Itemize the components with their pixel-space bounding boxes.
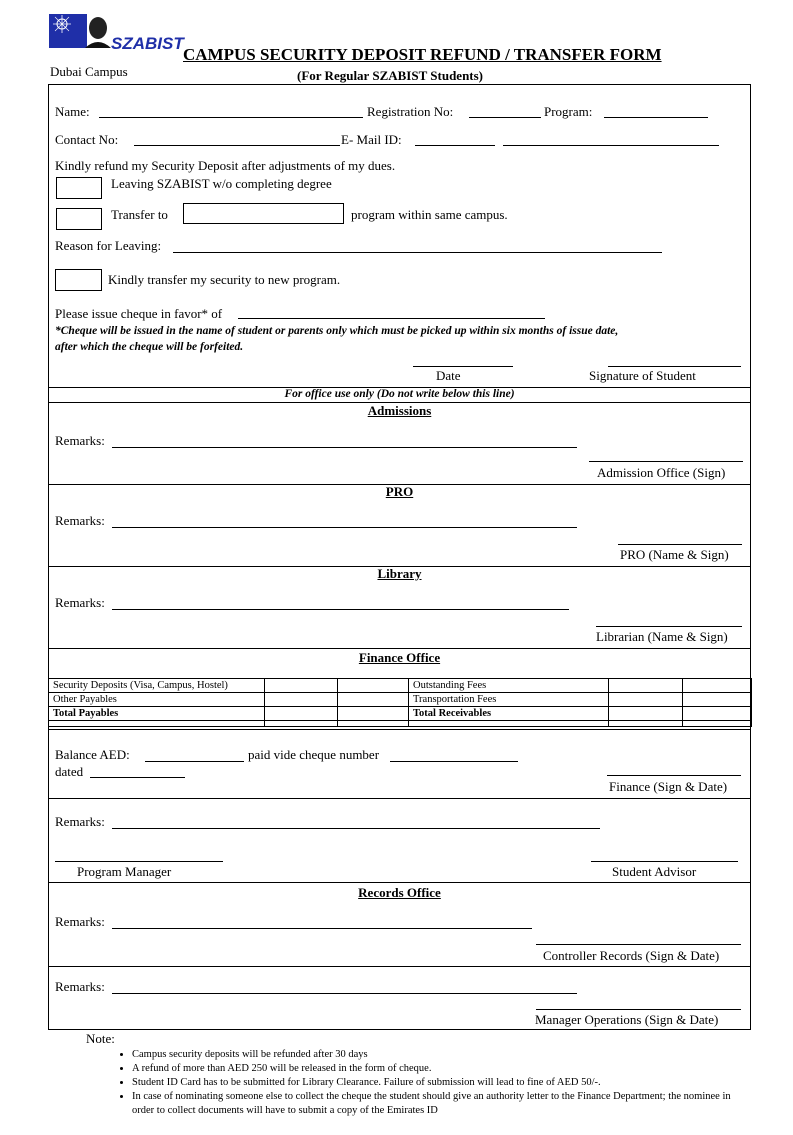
leaving-checkbox[interactable] [56,177,102,199]
records-title [48,885,751,901]
finance-cell[interactable] [265,707,338,721]
table-row [49,679,752,693]
date-label: Date [436,368,461,383]
divider-finance [48,648,751,649]
finance-row3-right: Total Receivables [409,707,609,721]
cheque-number-field[interactable] [390,761,518,762]
advising-remarks-field[interactable] [112,828,600,829]
finance-title-text: Finance Office [358,650,441,665]
admissions-remarks-field[interactable] [112,447,577,448]
finance-sign-field[interactable] [607,775,741,776]
finance-cell[interactable] [265,679,338,693]
pro-title [48,484,751,500]
registration-field[interactable] [469,117,541,118]
email-label: E- Mail ID: [341,132,402,147]
finance-cell [609,721,683,727]
finance-row2-left: Other Payables [49,693,265,707]
admissions-remarks-label: Remarks: [55,433,105,448]
table-row [49,707,752,721]
reason-label: Reason for Leaving: [55,238,162,253]
finance-cell[interactable] [338,693,409,707]
balance-field[interactable] [145,761,244,762]
list-item: • Campus security deposits will be refunded after 30 days [132,1048,732,1062]
cheque-label: Please issue cheque in favor* of [55,306,223,321]
controller-sign-field[interactable] [536,944,741,945]
transfer-security-checkbox[interactable] [55,269,102,291]
divider-balance [48,729,751,730]
library-sign-label: Librarian (Name & Sign) [596,629,728,644]
paid-label: paid vide cheque number [248,747,380,762]
campus-label: Dubai Campus [50,64,128,79]
finance-cell[interactable] [338,707,409,721]
finance-row2-right: Transportation Fees [409,693,609,707]
finance-cell[interactable] [265,693,338,707]
advising-remarks-label: Remarks: [55,814,105,829]
finance-cell[interactable] [609,707,683,721]
program-manager-sign-field[interactable] [55,861,223,862]
transfer-program-field[interactable] [183,203,344,224]
balance-label: Balance AED: [55,747,130,762]
transfer-checkbox[interactable] [56,208,102,230]
refund-intro: Kindly refund my Security Deposit after adjustments of my dues. [55,158,396,173]
registration-label: Registration No: [367,104,454,119]
student-signature-field[interactable] [608,366,741,367]
transfer-suffix: program within same campus. [351,207,508,222]
name-label: Name: [55,104,90,119]
library-title-text: Library [377,566,422,581]
admissions-sign-field[interactable] [589,461,743,462]
table-row [49,693,752,707]
finance-sign-label: Finance (Sign & Date) [609,779,728,794]
dated-label: dated [55,764,84,779]
library-remarks-label: Remarks: [55,595,105,610]
finance-cell[interactable] [683,707,752,721]
finance-title [48,650,751,666]
pro-remarks-label: Remarks: [55,513,105,528]
notes-label: Note: [86,1031,115,1046]
controller-sign-label: Controller Records (Sign & Date) [543,948,720,963]
manager-operations-sign-field[interactable] [536,1009,741,1010]
student-advisor-label: Student Advisor [612,864,697,879]
operations-remarks-label: Remarks: [55,979,105,994]
list-item: • Student ID Card has to be submitted for Library Clearance. Failure of submission will lead to fine of AED 50/-. [132,1076,732,1090]
name-field[interactable] [99,117,363,118]
transfer-security-label: Kindly transfer my security to new program. [108,272,341,287]
manager-operations-label: Manager Operations (Sign & Date) [535,1012,719,1027]
contact-label: Contact No: [55,132,119,147]
library-title [48,566,751,582]
cheque-note-line1: *Cheque will be issued in the name of student or parents only which must be picked up within six months of issue date, [55,325,619,337]
email-domain-field[interactable] [503,145,719,146]
contact-field[interactable] [134,145,340,146]
divider-advising [48,798,751,799]
admissions-title-text: Admissions [367,403,432,418]
szabist-logo [49,12,184,53]
divider-operations [48,966,751,967]
cheque-note-line2: after which the cheque will be forfeited. [55,341,244,353]
notes-list [108,1048,732,1118]
records-remarks-field[interactable] [112,928,532,929]
finance-row3-left: Total Payables [49,707,265,721]
form-title: CAMPUS SECURITY DEPOSIT REFUND / TRANSFER FORM [183,45,662,64]
divider-records [48,882,751,883]
student-advisor-sign-field[interactable] [591,861,738,862]
transfer-to-label: Transfer to [111,207,168,222]
email-field[interactable] [415,145,495,146]
reason-field[interactable] [173,252,662,253]
office-use-notice: For office use only (Do not write below this line) [284,388,515,400]
program-manager-label: Program Manager [77,864,172,879]
list-item: • In case of nominating someone else to collect the cheque the student should give an authority letter to the Finance Department; the nominee in order to collect documents will have to submit a copy of the Emirates ID [132,1090,732,1118]
finance-cell [49,721,265,727]
student-signature-label: Signature of Student [589,368,696,383]
library-sign-field[interactable] [596,626,742,627]
finance-table [48,678,752,727]
form-subtitle: (For Regular SZABIST Students) [297,68,484,83]
pro-remarks-field[interactable] [112,527,577,528]
finance-cell[interactable] [609,693,683,707]
operations-remarks-field[interactable] [112,993,577,994]
logo-text: SZABIST [111,34,184,53]
library-remarks-field[interactable] [112,609,569,610]
finance-cell[interactable] [683,679,752,693]
finance-cell [683,721,752,727]
finance-row1-left: Security Deposits (Visa, Campus, Hostel) [49,679,265,693]
program-label: Program: [544,104,593,119]
admissions-sign-label: Admission Office (Sign) [597,465,726,480]
finance-row1-right: Outstanding Fees [409,679,609,693]
finance-cell[interactable] [338,679,409,693]
dated-field[interactable] [90,777,185,778]
pro-sign-field[interactable] [618,544,742,545]
finance-cell [265,721,338,727]
finance-cell [409,721,609,727]
finance-cell[interactable] [609,679,683,693]
finance-cell[interactable] [683,693,752,707]
records-title-text: Records Office [358,885,441,900]
program-field[interactable] [604,117,708,118]
records-remarks-label: Remarks: [55,914,105,929]
finance-cell [338,721,409,727]
pro-title-text: PRO [385,484,414,499]
list-item: • A refund of more than AED 250 will be released in the form of cheque. [132,1062,732,1076]
cheque-payee-field[interactable] [238,318,545,319]
pro-sign-label: PRO (Name & Sign) [620,547,729,562]
leaving-label: Leaving SZABIST w/o completing degree [111,176,332,191]
table-row [49,721,752,727]
admissions-title [48,403,751,419]
date-field[interactable] [413,366,513,367]
